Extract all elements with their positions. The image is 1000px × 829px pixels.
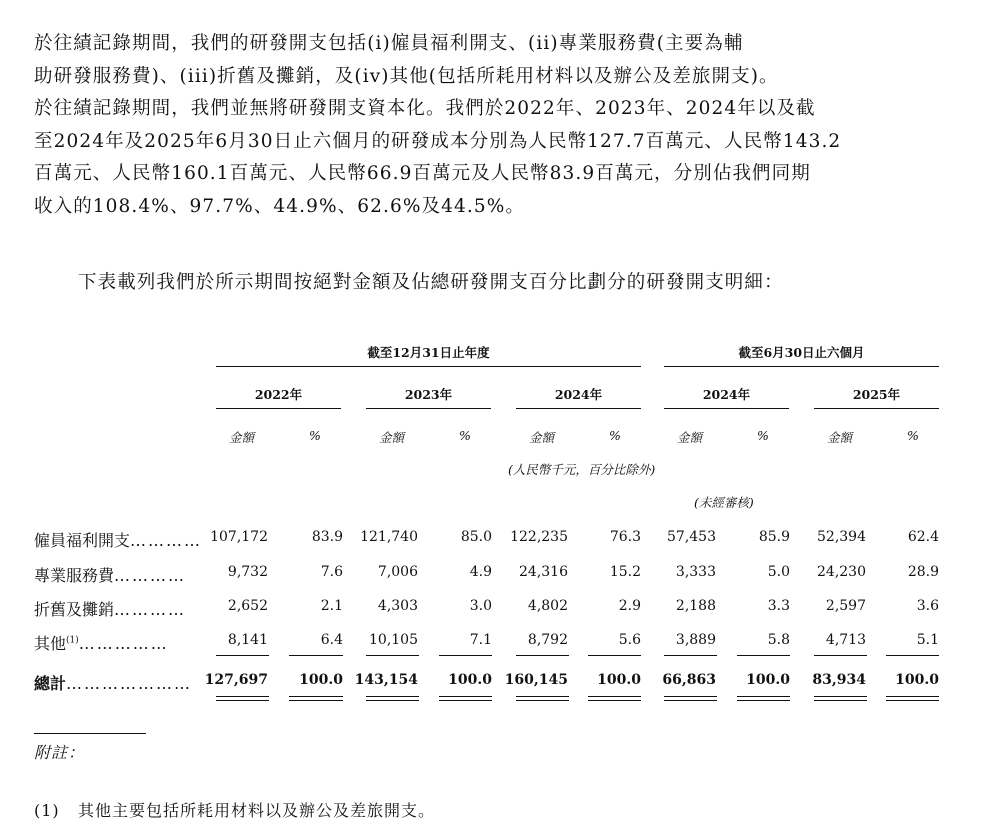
- cell-percent: 3.3: [767, 598, 790, 614]
- cell-amount: 4,303: [377, 598, 418, 614]
- total-double-rule: [814, 696, 867, 701]
- cell-amount: 9,732: [227, 564, 268, 580]
- percent-column-header: %: [907, 428, 919, 443]
- unaudited-note: (未經審核): [694, 495, 754, 510]
- year-rule: [516, 408, 641, 409]
- total-amount: 143,154: [354, 672, 418, 688]
- subtotal-rule: [439, 655, 492, 656]
- total-double-rule: [216, 696, 269, 701]
- cell-amount: 57,453: [667, 529, 716, 545]
- group-header-year-ended: 截至12月31日止年度: [367, 345, 490, 360]
- subtotal-rule: [516, 655, 569, 656]
- amount-column-header: 金額: [229, 430, 255, 445]
- cell-amount: 52,394: [817, 529, 866, 545]
- subtotal-rule: [737, 655, 790, 656]
- cell-percent: 28.9: [907, 564, 939, 580]
- amount-column-header: 金額: [529, 430, 555, 445]
- total-double-rule: [737, 696, 790, 701]
- cell-percent: 3.6: [916, 598, 939, 614]
- total-percent: 100.0: [746, 672, 790, 688]
- footnote-number: (1): [34, 801, 60, 820]
- paragraph-line: 下表載列我們於所示期間按絕對金額及佔總研發開支百分比劃分的研發開支明細：: [78, 272, 784, 293]
- cell-percent: 7.1: [469, 632, 492, 648]
- percent-column-header: %: [757, 428, 769, 443]
- cell-percent: 2.9: [618, 598, 641, 614]
- subtotal-rule: [664, 655, 717, 656]
- unit-note: (人民幣千元，百分比除外): [508, 462, 656, 477]
- subtotal-rule: [216, 655, 269, 656]
- cell-amount: 24,230: [817, 564, 866, 580]
- cell-percent: 5.8: [767, 632, 790, 648]
- cell-amount: 2,597: [825, 598, 866, 614]
- subtotal-rule: [814, 655, 867, 656]
- cell-percent: 83.9: [311, 529, 343, 545]
- paragraph-line: 收入的108.4%、97.7%、44.9%、62.6%及44.5%。: [34, 195, 526, 217]
- cell-percent: 5.1: [916, 632, 939, 648]
- year-rule: [664, 408, 789, 409]
- total-double-rule: [886, 696, 939, 701]
- paragraph-line: 百萬元、人民幣160.1百萬元、人民幣66.9百萬元及人民幣83.9百萬元，分別佔我們同期: [34, 163, 811, 184]
- total-double-rule: [664, 696, 717, 701]
- cell-percent: 85.0: [460, 529, 492, 545]
- cell-percent: 85.9: [758, 529, 790, 545]
- total-double-rule: [289, 696, 343, 701]
- cell-amount: 24,316: [519, 564, 568, 580]
- year-header: 2023年: [404, 387, 453, 402]
- total-double-rule: [516, 696, 569, 701]
- row-label-depreciation-amortization: 折舊及攤銷…………: [34, 600, 187, 619]
- footnote-text: 其他主要包括所耗用材料以及辦公及差旅開支。: [78, 801, 436, 820]
- cell-percent: 6.4: [320, 632, 343, 648]
- total-double-rule: [588, 696, 641, 701]
- paragraph-line: 於往績記錄期間，我們的研發開支包括(i)僱員福利開支、(ii)專業服務費(主要為輔: [34, 33, 744, 54]
- cell-percent: 15.2: [609, 564, 641, 580]
- cell-percent: 76.3: [609, 529, 641, 545]
- total-percent: 100.0: [895, 672, 939, 688]
- year-header: 2022年: [254, 387, 303, 402]
- row-label-employee-benefits: 僱員福利開支…………: [34, 531, 203, 550]
- row-label-total: 總計…………………: [34, 674, 193, 693]
- paragraph-line: 至2024年及2025年6月30日止六個月的研發成本分別為人民幣127.7百萬元、人民幣143.2: [34, 130, 842, 152]
- subtotal-rule: [886, 655, 939, 656]
- total-amount: 160,145: [504, 672, 568, 688]
- notes-heading: 附註：: [34, 743, 86, 762]
- cell-amount: 107,172: [210, 529, 268, 545]
- total-amount: 66,863: [662, 672, 716, 688]
- subtotal-rule: [366, 655, 419, 656]
- total-percent: 100.0: [597, 672, 641, 688]
- footnote-marker: (1): [66, 635, 79, 646]
- cell-percent: 5.0: [767, 564, 790, 580]
- cell-percent: 3.0: [469, 598, 492, 614]
- year-header: 2024年: [702, 387, 751, 402]
- paragraph-line: 助研發服務費)、(iii)折舊及攤銷，及(iv)其他(包括所耗用材料以及辦公及差旅開支)。: [34, 65, 779, 87]
- amount-column-header: 金額: [677, 430, 703, 445]
- cell-amount: 8,141: [227, 632, 268, 648]
- total-amount: 127,697: [204, 672, 268, 688]
- percent-column-header: %: [309, 428, 321, 443]
- paragraph-line: 於往績記錄期間，我們並無將研發開支資本化。我們於2022年、2023年、2024年以及截: [34, 98, 816, 119]
- cell-amount: 4,802: [527, 598, 568, 614]
- cell-percent: 2.1: [320, 598, 343, 614]
- cell-percent: 5.6: [618, 632, 641, 648]
- total-double-rule: [366, 696, 419, 701]
- cell-amount: 2,188: [675, 598, 716, 614]
- year-header: 2024年: [554, 387, 603, 402]
- header-rule: [216, 366, 641, 367]
- total-percent: 100.0: [448, 672, 492, 688]
- cell-amount: 122,235: [510, 529, 568, 545]
- year-rule: [814, 408, 939, 409]
- subtotal-rule: [588, 655, 641, 656]
- row-label-professional-fees: 專業服務費…………: [34, 566, 187, 585]
- total-amount: 83,934: [812, 672, 866, 688]
- cell-amount: 2,652: [227, 598, 268, 614]
- cell-amount: 121,740: [360, 529, 418, 545]
- amount-column-header: 金額: [379, 430, 405, 445]
- header-rule: [664, 366, 939, 367]
- notes-separator: [34, 733, 146, 734]
- year-rule: [366, 408, 491, 409]
- total-percent: 100.0: [299, 672, 343, 688]
- row-label-others: 其他$^{(1)}$……………: [34, 634, 169, 653]
- cell-amount: 3,333: [675, 564, 716, 580]
- cell-percent: 7.6: [320, 564, 343, 580]
- subtotal-rule: [289, 655, 343, 656]
- cell-percent: 4.9: [469, 564, 492, 580]
- percent-column-header: %: [459, 428, 471, 443]
- group-header-six-months: 截至6月30日止六個月: [738, 345, 865, 360]
- total-double-rule: [439, 696, 492, 701]
- cell-percent: 62.4: [907, 529, 939, 545]
- cell-amount: 8,792: [527, 632, 568, 648]
- cell-amount: 4,713: [825, 632, 866, 648]
- percent-column-header: %: [609, 428, 621, 443]
- cell-amount: 3,889: [675, 632, 716, 648]
- cell-amount: 7,006: [377, 564, 418, 580]
- amount-column-header: 金額: [827, 430, 853, 445]
- year-rule: [216, 408, 341, 409]
- year-header: 2025年: [852, 387, 901, 402]
- footnote-1: [34, 798, 435, 821]
- cell-amount: 10,105: [369, 632, 418, 648]
